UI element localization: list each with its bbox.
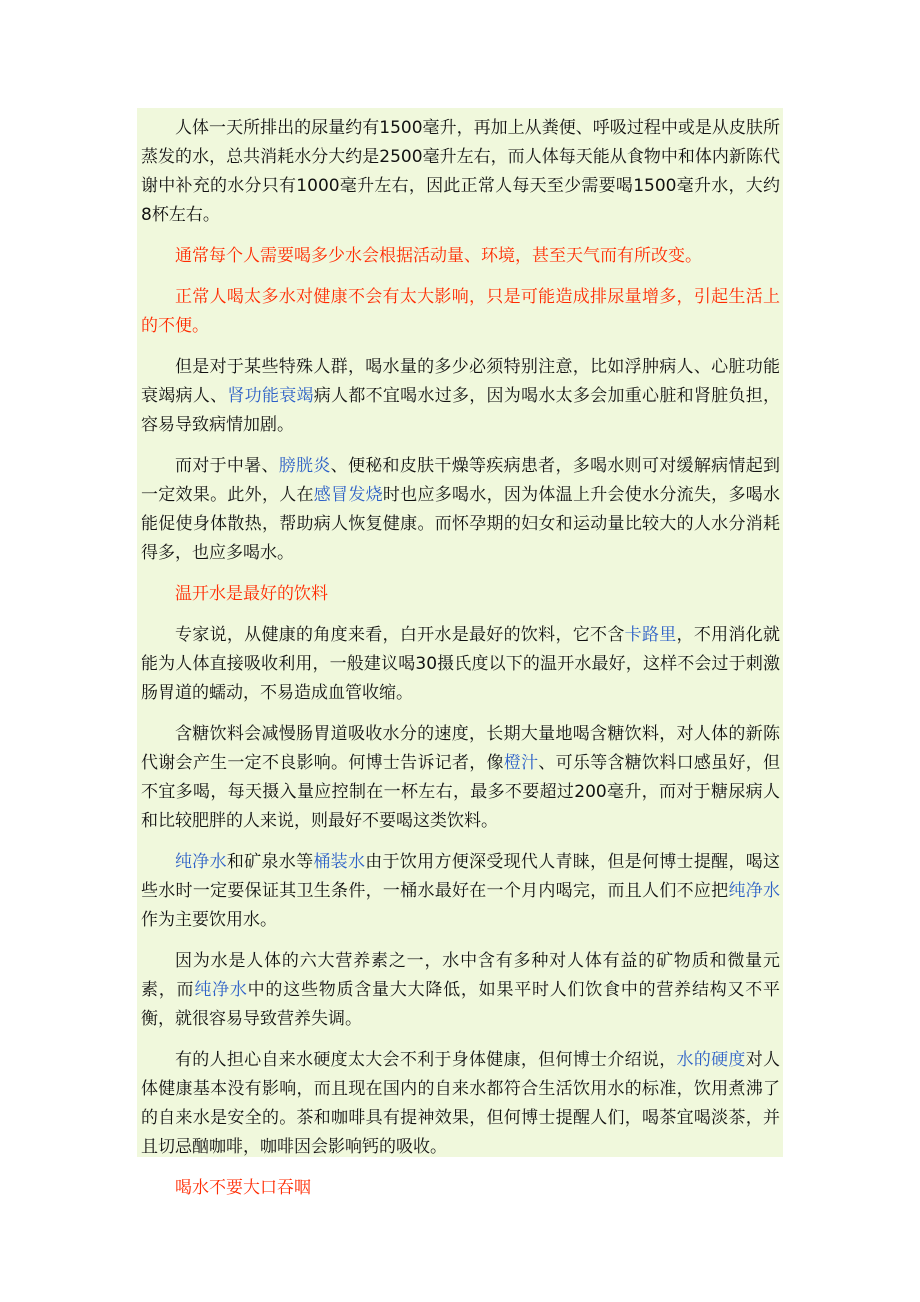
text-run: 人体一天所排出的尿量约有1500毫升，再加上从粪便、呼吸过程中或是从皮肤所蒸发的水，总共消耗水分大约是2500毫升左右，而人体每天能从食物中和体内新陈代谢中补充的水分只有1000毫升左右，因此正常人每天至少需要喝1500毫升水，大约8杯左右。 [141, 118, 780, 225]
article-body [137, 108, 783, 1198]
text-run: 时也应多喝水，因为体温上升会使水分流失，多喝水能促使身体散热，帮助病人恢复健康。而怀孕期的妇女和运动量比较大的人水分消耗得多，也应多喝水。 [141, 485, 781, 563]
inline-link[interactable]: 橙汁 [503, 753, 539, 773]
section-heading [141, 580, 780, 609]
inline-link[interactable]: 感冒发烧 [313, 485, 383, 505]
inline-link[interactable]: 膀胱炎 [278, 456, 331, 476]
inline-link[interactable]: 桶装水 [313, 852, 366, 872]
paragraph [141, 114, 780, 230]
section-heading [141, 1174, 780, 1203]
highlighted-paragraph [141, 283, 780, 341]
text-run: 因为水是人体的六大营养素之一，水中含有多种对人体有益的矿物质和微量元素，而 [141, 951, 780, 1000]
inline-link[interactable]: 纯净水 [175, 852, 227, 872]
text-run: 专家说，从健康的角度来看，白开水是最好的饮料，它不含 [175, 625, 625, 645]
text-run: 、便秘和皮肤干燥等疾病患者，多喝水则可对缓解病情起到一定效果。此外，人在 [141, 456, 781, 505]
paragraph [141, 1046, 780, 1162]
paragraph [141, 947, 780, 1034]
text-run: 中的这些物质含量大大降低，如果平时人们饮食中的营养结构又不平衡，就很容易导致营养失调。 [141, 980, 781, 1029]
paragraph [141, 621, 780, 708]
inline-link[interactable]: 水的硬度 [676, 1050, 746, 1070]
text-run: ，不用消化就能为人体直接吸收利用，一般建议喝30摄氏度以下的温开水最好，这样不会过于刺激肠胃道的蠕动，不易造成血管收缩。 [141, 625, 781, 703]
inline-link[interactable]: 肾功能衰竭 [227, 386, 314, 406]
text-run: 和矿泉水等 [226, 852, 314, 872]
text-run: 通常每个人需要喝多少水会根据活动量、环境，甚至天气而有所改变。 [175, 246, 702, 266]
inline-link[interactable]: 纯净水 [728, 881, 781, 901]
inline-link[interactable]: 纯净水 [194, 980, 248, 1000]
text-run: 对人体健康基本没有影响，而且现在国内的自来水都符合生活饮用水的标准，饮用煮沸了的自来水是安全的。茶和咖啡具有提神效果，但何博士提醒人们，喝茶宜喝淡茶，并且切忌酗咖啡，咖啡因会影响钙的吸收。 [141, 1050, 781, 1157]
text-run: 病人都不宜喝水过多，因为喝水太多会加重心脏和肾脏负担，容易导致病情加剧。 [141, 386, 781, 435]
paragraph [141, 720, 780, 836]
text-run: 但是对于某些特殊人群，喝水量的多少必须特别注意，比如浮肿病人、心脏功能衰竭病人、 [141, 357, 780, 406]
text-run: 由于饮用方便深受现代人青睐，但是何博士提醒，喝这些水时一定要保证其卫生条件，一桶水最好在一个月内喝完，而且人们不应把 [141, 852, 781, 901]
paragraph [141, 452, 780, 568]
inline-link[interactable]: 卡路里 [624, 625, 677, 645]
text-run: 正常人喝太多水对健康不会有太大影响，只是可能造成排尿量增多，引起生活上的不便。 [141, 287, 780, 336]
text-run: 喝水不要大口吞咽 [175, 1178, 311, 1198]
text-run: 而对于中暑、 [175, 456, 279, 476]
text-run: 温开水是最好的饮料 [175, 584, 328, 604]
text-run: 有的人担心自来水硬度太大会不利于身体健康，但何博士介绍说， [175, 1050, 677, 1070]
text-run: 含糖饮料会减慢肠胃道吸收水分的速度，长期大量地喝含糖饮料，对人体的新陈代谢会产生一定不良影响。何博士告诉记者，像 [141, 724, 780, 773]
text-run: 作为主要饮用水。 [141, 910, 277, 930]
highlighted-paragraph [141, 242, 780, 271]
text-run: 、可乐等含糖饮料口感虽好，但不宜多喝，每天摄入量应控制在一杯左右，最多不要超过200毫升，而对于糖尿病人和比较肥胖的人来说，则最好不要喝这类饮料。 [141, 753, 781, 831]
paragraph [141, 353, 780, 440]
paragraph [141, 848, 780, 935]
